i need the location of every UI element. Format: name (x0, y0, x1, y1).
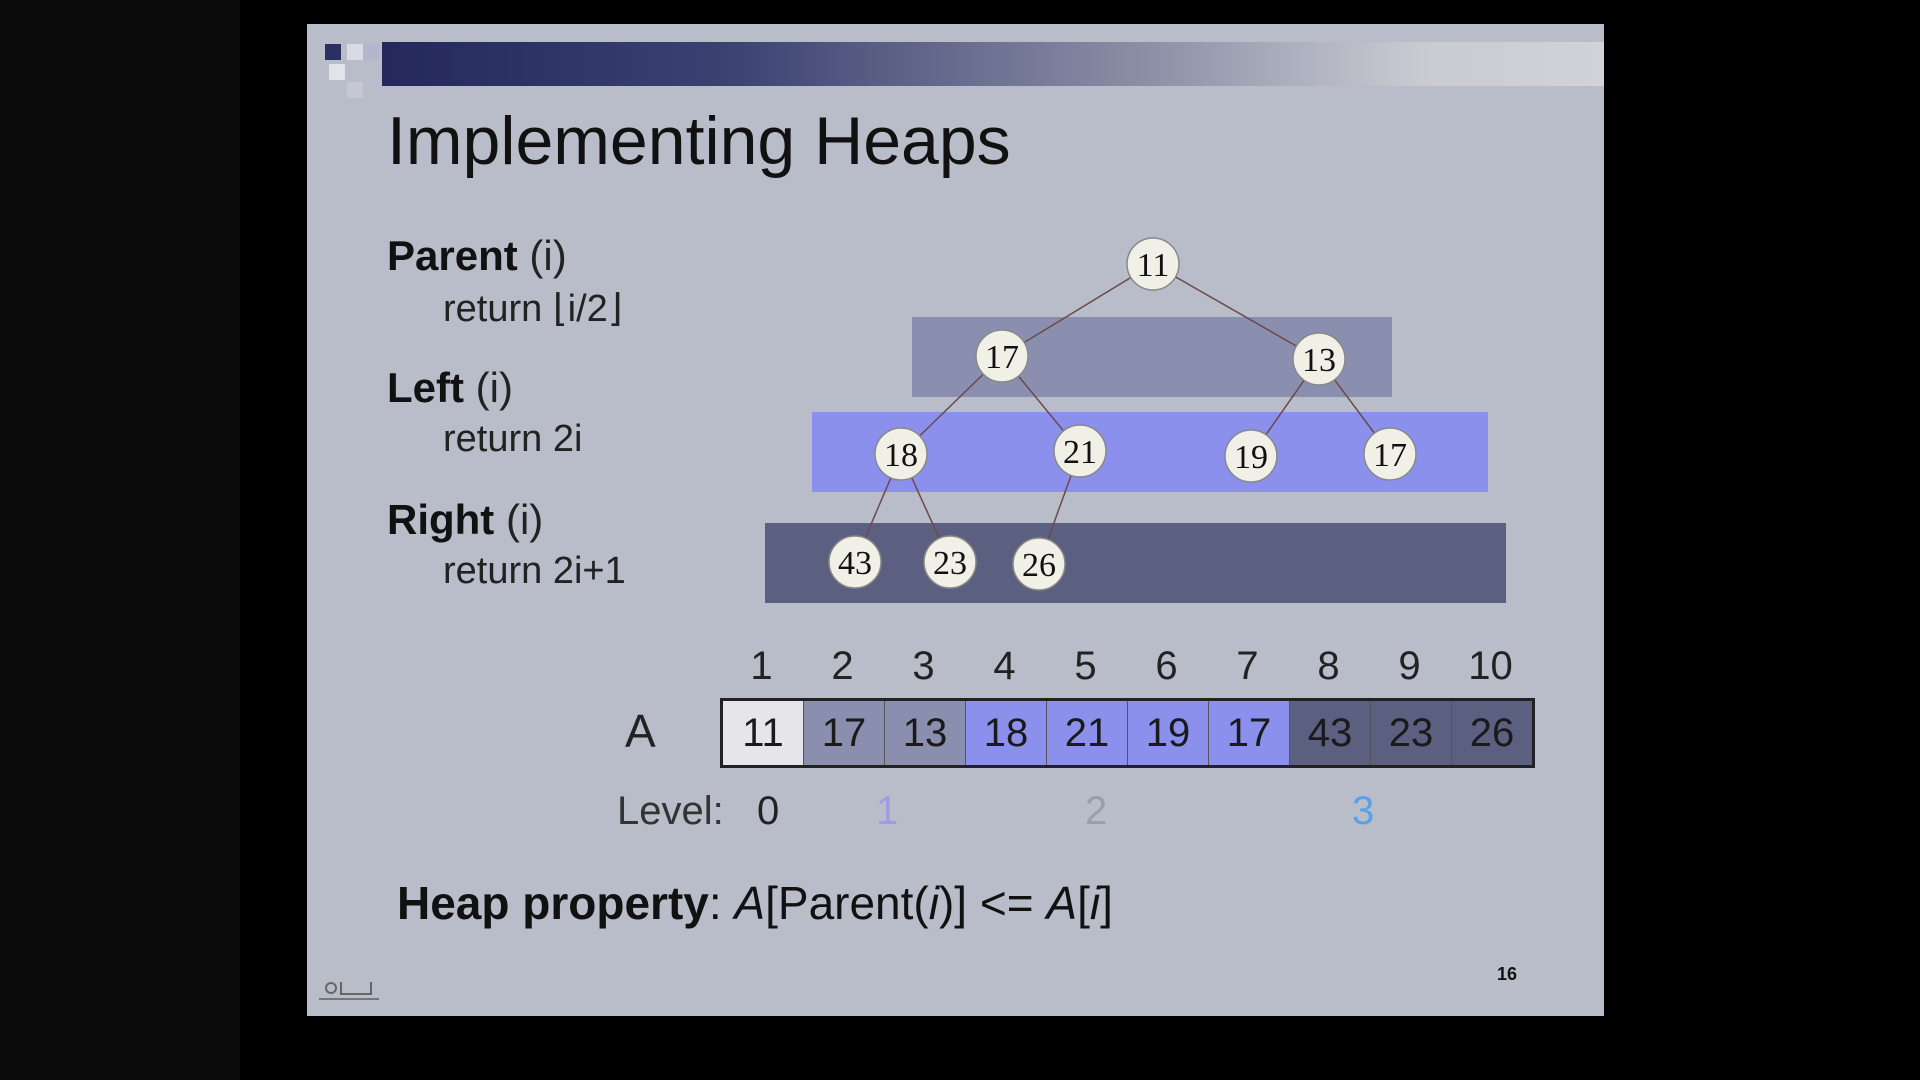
tree-node-value: 43 (838, 545, 872, 582)
array-index: 3 (912, 644, 935, 688)
tree-node (924, 536, 976, 588)
tree-node (1364, 428, 1416, 480)
array-cell: 17 (804, 701, 885, 765)
hp-close: ] (1100, 877, 1113, 929)
level-1: 1 (876, 789, 899, 833)
tree-node-value: 13 (1302, 342, 1336, 379)
array-index: 1 (750, 644, 773, 688)
parent-arg: (i) (517, 232, 567, 279)
level-label: Level: (617, 789, 724, 833)
array-cell: 23 (1371, 701, 1452, 765)
array-index: 6 (1155, 644, 1178, 688)
tree-node (1225, 430, 1277, 482)
array-cell: 17 (1209, 701, 1290, 765)
level-2: 2 (1085, 789, 1108, 833)
heap-property-sep: : (708, 877, 735, 929)
array-index: 8 (1317, 644, 1340, 688)
logo-icon (319, 974, 379, 1000)
heap-array (720, 698, 1535, 768)
array-cell: 26 (1452, 701, 1532, 765)
right-body: return 2i+1 (443, 550, 626, 592)
hp-i1: i (928, 877, 939, 929)
tree-node (1013, 538, 1065, 590)
tree-node-value: 17 (1373, 437, 1407, 474)
hp-parent: [Parent( (765, 877, 929, 929)
tree-node (1054, 425, 1106, 477)
tree-node (1293, 333, 1345, 385)
logo-glyph (319, 974, 379, 998)
array-cell: 13 (885, 701, 966, 765)
array-index: 7 (1236, 644, 1259, 688)
tree-node-value: 26 (1022, 547, 1056, 584)
slide (307, 24, 1604, 1016)
array-cell: 21 (1047, 701, 1128, 765)
left-name: Left (387, 364, 464, 411)
tree-node-value: 17 (985, 339, 1019, 376)
tree-node-value: 23 (933, 545, 967, 582)
level-0: 0 (757, 789, 780, 833)
array-index: 2 (831, 644, 854, 688)
tree-node-value: 19 (1234, 439, 1268, 476)
heap-property (397, 876, 1113, 930)
array-cell: 43 (1290, 701, 1371, 765)
array-label: A (625, 705, 656, 757)
array-index: 9 (1398, 644, 1421, 688)
slide-number: 16 (1497, 964, 1518, 984)
tree-node (1127, 238, 1179, 290)
tree-node-value: 11 (1136, 247, 1170, 284)
tree-edge (1153, 264, 1319, 359)
hp-leq: )] <= (938, 877, 1047, 929)
tree-node (875, 428, 927, 480)
left-body: return 2i (443, 418, 583, 460)
array-cell: 19 (1128, 701, 1209, 765)
array-index: 4 (993, 644, 1016, 688)
level-3: 3 (1352, 789, 1375, 833)
tree-node (976, 330, 1028, 382)
tree-node (829, 536, 881, 588)
hp-open: [ (1077, 877, 1090, 929)
array-cell: 18 (966, 701, 1047, 765)
parent-body: return ⌊i/2⌋ (443, 288, 623, 330)
tree-node-value: 18 (884, 437, 918, 474)
parent-name: Parent (387, 232, 518, 279)
slide-title: Implementing Heaps (387, 103, 1011, 179)
hp-a1: A (734, 877, 766, 929)
array-index: 5 (1074, 644, 1097, 688)
array-cell: 11 (723, 701, 804, 765)
left-black-bar (0, 0, 240, 1080)
array-index: 10 (1468, 644, 1513, 688)
left-arg: (i) (464, 364, 513, 411)
right-name: Right (387, 496, 495, 543)
tree-node-value: 21 (1063, 434, 1097, 471)
heap-property-label: Heap property (397, 877, 709, 929)
heap-tree (307, 24, 1604, 644)
hp-a2: A (1046, 877, 1078, 929)
hp-i2: i (1089, 877, 1101, 929)
right-arg: (i) (494, 496, 544, 543)
